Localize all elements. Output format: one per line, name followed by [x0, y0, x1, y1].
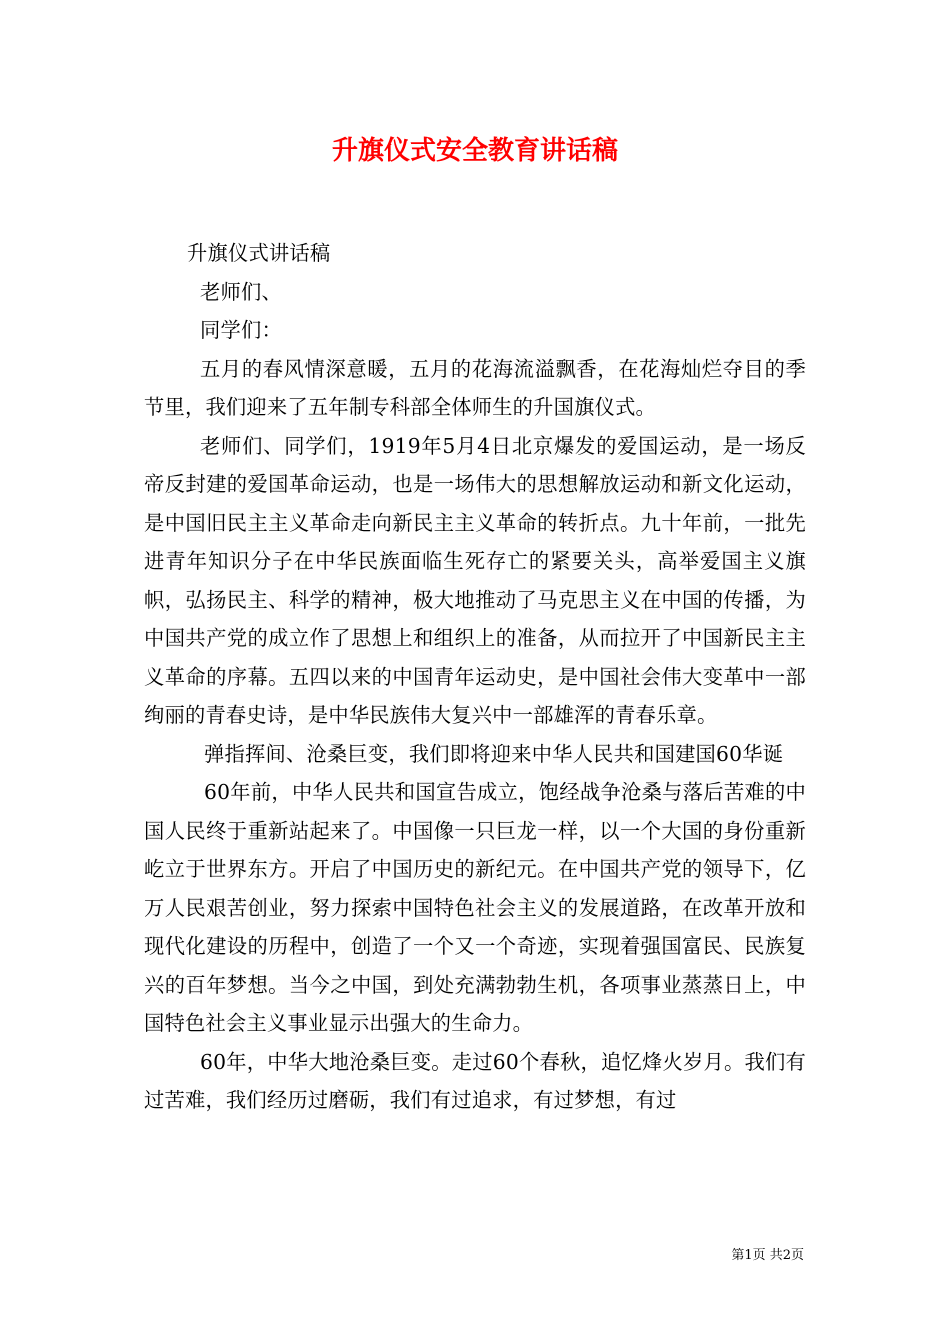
paragraph-salutation-students: 同学们： — [200, 318, 282, 342]
paragraph-sixty-years: 60年，中华大地沧桑巨变。走过60个春秋，追忆烽火岁月。我们有过苦难，我们经历过磨砺，我们有过追求，有过梦想，有过 — [144, 1049, 806, 1112]
paragraph-opening: 五月的春风情深意暖，五月的花海流溢飘香，在花海灿烂夺目的季节里，我们迎来了五年制专科部全体师生的升国旗仪式。 — [144, 356, 806, 419]
paragraph-anniversary: 弹指挥间、沧桑巨变，我们即将迎来中华人民共和国建国60华诞 — [204, 741, 784, 766]
paragraph-salutation-teachers: 老师们、 — [200, 279, 282, 304]
page-number: 第1页 共2页 — [731, 1248, 804, 1263]
paragraph-sixty-years-ago: 60年前，中华人民共和国宣告成立，饱经战争沧桑与落后苦难的中国人民终于重新站起来了。中国像一只巨龙一样，以一个大国的身份重新屹立于世界东方。开启了中国历史的新纪元。在中国共产党的领导下，亿万人民艰苦创业，努力探索中国特色社会主义的发展道路，在改革开放和现代化建设的历程中，创造了一个又一个奇迹，实现着强国富民、民族复兴的百年梦想。当今之中国，到处充满勃勃生机，各项事业蒸蒸日上，中国特色社会主义事业显示出强大的生命力。 — [144, 780, 806, 1035]
paragraph-may-fourth: 老师们、同学们，1919年5月4日北京爆发的爱国运动，是一场反帝反封建的爱国革命运动，也是一场伟大的思想解放运动和新文化运动，是中国旧民主主义革命走向新民主主义革命的转折点。九十年前，一批先进青年知识分子在中华民族面临生死存亡的紧要关头，高举爱国主义旗帜，弘扬民主、科学的精神，极大地推动了马克思主义在中国的传播，为中国共产党的成立作了思想上和组织上的准备，从而拉开了中国新民主主义革命的序幕。五四以来的中国青年运动史，是中国社会伟大变革中一部绚丽的青春史诗，是中华民族伟大复兴中一部雄浑的青春乐章。 — [144, 433, 806, 727]
document-title: 升旗仪式安全教育讲话稿 — [331, 136, 618, 166]
paragraph-subtitle: 升旗仪式讲话稿 — [187, 241, 331, 265]
document-body — [144, 234, 806, 1120]
